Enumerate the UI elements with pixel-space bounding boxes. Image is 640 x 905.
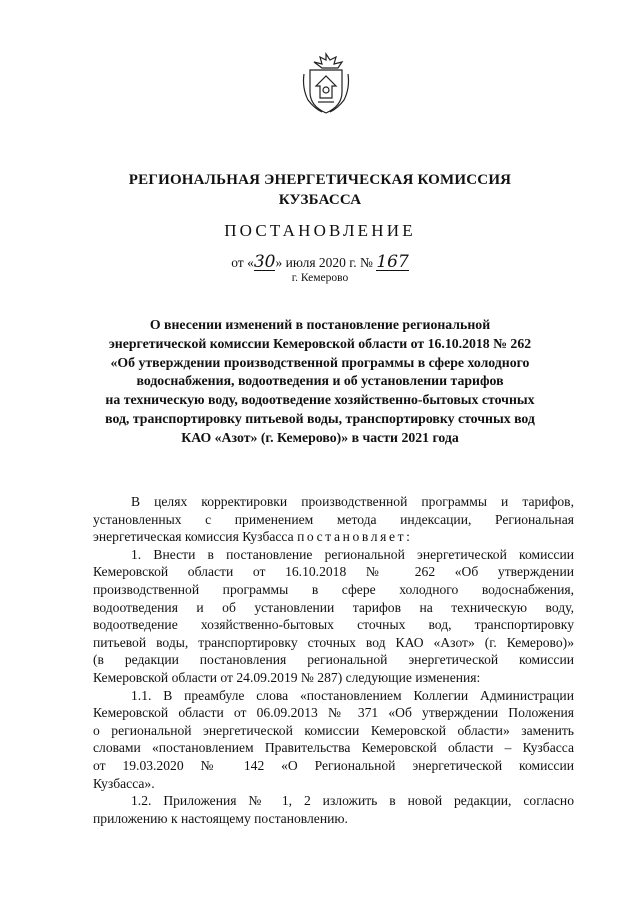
paragraph-line: Кемеровской области от 06.09.2013 № 371 «Об утверждении Положения	[93, 705, 574, 721]
date-prefix: от «	[231, 255, 254, 270]
city-name: г. Кемерово	[291, 272, 349, 284]
paragraph-line: (в редакции постановления региональной энергетической комиссии	[93, 652, 574, 668]
paragraph-line: питьевой воды, транспортировку сточных вод КАО «Азот» (г. Кемерово)»	[93, 634, 574, 650]
paragraph-line: о региональной энергетической комиссии Кемеровской области» заменить	[93, 722, 574, 738]
document-date-line	[100, 254, 540, 272]
subject-line: КАО «Азот» (г. Кемерово)» в части 2021 года	[181, 429, 459, 445]
organization-name-line-2: КУЗБАССА	[278, 192, 362, 208]
subject-line: на техническую воду, водоотведение хозяйственно-бытовых сточных	[105, 392, 535, 408]
subject-line: «Об утверждении производственной программы в сфере холодного	[110, 354, 530, 370]
document-body	[93, 493, 574, 827]
document-type-title: ПОСТАНОВЛЕНИЕ	[224, 221, 416, 240]
paragraph-line: Кемеровской области от 24.09.2019 № 287) следующие изменения:	[93, 669, 481, 685]
handwritten-day: 30	[253, 252, 276, 272]
organization-name-line-1: РЕГИОНАЛЬНАЯ ЭНЕРГЕТИЧЕСКАЯ КОМИССИЯ	[128, 172, 512, 188]
paragraph-line: Кемеровской области от 16.10.2018 № 262 «Об утверждении	[93, 564, 574, 580]
paragraph-line: словами «постановлением Правительства Кемеровской области – Кузбасса	[93, 740, 574, 756]
handwritten-document-number: 167	[376, 252, 409, 272]
paragraph-line: В целях корректировки производственной программы и тарифов,	[131, 494, 574, 509]
resolution-keyword: постановляет:	[297, 529, 413, 545]
coat-of-arms-emblem	[300, 52, 352, 116]
paragraph-line: Кузбасса».	[93, 775, 155, 791]
paragraph-line: от 19.03.2020 № 142 «О Региональной энергетической комиссии	[93, 757, 574, 773]
paragraph-line: производственной программы в сфере холодного водоснабжения,	[93, 581, 574, 597]
paragraph-line: 1.2. Приложения № 1, 2 изложить в новой редакции, согласно	[131, 793, 574, 809]
paragraph-line	[93, 528, 574, 546]
paragraph-line: водоотведения и об установлении тарифов на техническую воду,	[93, 599, 574, 615]
subject-line: вод, транспортировку питьевой воды, транспортировку сточных вод	[105, 410, 535, 426]
paragraph-line: 1. Внести в постановление региональной энергетической комиссии	[131, 546, 574, 562]
paragraph-line: водоотведение хозяйственно-бытовых сточных вод, транспортировку	[93, 617, 574, 633]
paragraph-line: 1.1. В преамбуле слова «постановлением Коллегии Администрации	[131, 687, 574, 703]
subject-line: О внесении изменений в постановление региональной	[149, 317, 491, 332]
subject-line: водоснабжения, водоотведения и об установлении тарифов	[136, 373, 504, 389]
document-subject	[100, 316, 540, 448]
paragraph-line: установленных с применением метода индексации, Региональная	[93, 511, 574, 527]
date-month-year: » июля 2020 г. №	[275, 255, 373, 270]
paragraph-line: приложению к настоящему постановлению.	[93, 810, 348, 826]
resolution-intro: энергетическая комиссия Кузбасса	[93, 529, 298, 545]
subject-line: энергетической комиссии Кемеровской области от 16.10.2018 № 262	[108, 335, 532, 351]
